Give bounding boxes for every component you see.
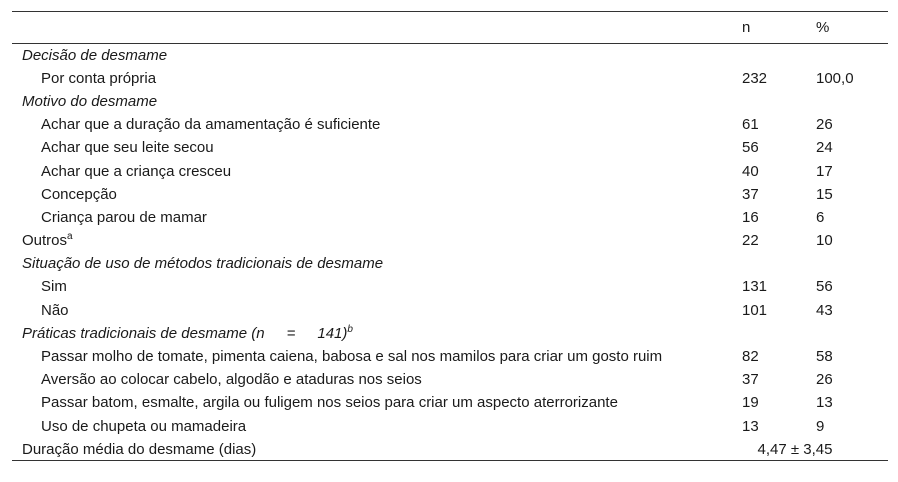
section-label-motivo: Motivo do desmame — [22, 92, 158, 110]
row-label-duracao: Duração média do desmame (dias) — [22, 440, 257, 458]
table-row — [12, 415, 888, 438]
row-label: Achar que a duração da amamentação é suficiente — [41, 116, 381, 134]
table-row — [12, 438, 888, 461]
row-n: 16 — [742, 208, 759, 226]
header-label-column — [12, 12, 742, 44]
table-row — [12, 67, 888, 90]
table-row — [12, 391, 888, 414]
table-row — [12, 345, 888, 368]
row-label: Por conta própria — [41, 69, 157, 87]
praticas-value: 141) — [317, 324, 348, 342]
row-n: 61 — [742, 116, 759, 134]
row-label: Achar que seu leite secou — [41, 139, 214, 157]
section-label-praticas — [12, 322, 742, 345]
footnote-marker-a: a — [67, 231, 73, 243]
table-row — [12, 183, 888, 206]
row-n: 19 — [742, 394, 759, 412]
header-row — [12, 12, 888, 44]
table-row — [12, 136, 888, 159]
row-label: Não — [41, 301, 69, 319]
header-percent: % — [816, 19, 830, 36]
row-n: 40 — [742, 162, 759, 180]
table-row — [12, 113, 888, 136]
row-label: Achar que a criança cresceu — [41, 162, 232, 180]
praticas-equals: = — [286, 324, 296, 342]
row-label: Criança parou de mamar — [41, 208, 207, 226]
table-header — [12, 12, 888, 44]
table-row — [12, 368, 888, 391]
praticas-label-start: Práticas tradicionais de desmame (n — [22, 324, 265, 342]
section-label-decisao: Decisão de desmame — [22, 46, 168, 64]
row-n: 131 — [742, 278, 768, 296]
section-row — [12, 90, 888, 113]
row-label: Passar molho de tomate, pimenta caiena, babosa e sal nos mamilos para criar um gosto ruim — [41, 348, 663, 366]
row-percent: 100,0 — [816, 69, 854, 87]
row-percent: 43 — [816, 301, 833, 319]
row-percent: 15 — [816, 185, 833, 203]
row-percent: 58 — [816, 348, 833, 366]
row-n: 56 — [742, 139, 759, 157]
table-row — [12, 229, 888, 252]
table-row — [12, 299, 888, 322]
outros-text: Outros — [22, 232, 68, 250]
row-percent: 10 — [816, 232, 833, 250]
row-n: 101 — [742, 301, 768, 319]
weaning-table-container — [12, 11, 888, 461]
row-label-outros — [12, 229, 742, 252]
table-body — [12, 44, 888, 461]
row-percent: 13 — [816, 394, 833, 412]
header-n: n — [742, 19, 751, 36]
row-label: Aversão ao colocar cabelo, algodão e ataduras nos seios — [41, 371, 422, 389]
row-percent: 24 — [816, 139, 833, 157]
table-row — [12, 159, 888, 182]
row-n: 37 — [742, 371, 759, 389]
row-percent: 56 — [816, 278, 833, 296]
section-row — [12, 252, 888, 275]
row-n: 22 — [742, 232, 759, 250]
row-label: Passar batom, esmalte, argila ou fuligem nos seios para criar um aspecto aterrorizante — [41, 394, 618, 412]
row-percent: 17 — [816, 162, 833, 180]
row-n: 232 — [742, 69, 768, 87]
row-percent: 26 — [816, 371, 833, 389]
row-label: Sim — [41, 278, 67, 296]
row-n: 13 — [742, 417, 759, 435]
row-percent: 6 — [816, 208, 825, 226]
row-label: Uso de chupeta ou mamadeira — [41, 417, 247, 435]
weaning-table — [12, 11, 888, 461]
row-percent: 26 — [816, 116, 833, 134]
section-row — [12, 322, 888, 345]
row-label: Concepção — [41, 185, 117, 203]
duracao-value: 4,47 ± 3,45 — [757, 440, 833, 458]
row-n: 37 — [742, 185, 759, 203]
row-percent: 9 — [816, 417, 825, 435]
row-n: 82 — [742, 348, 759, 366]
table-row — [12, 275, 888, 298]
table-row — [12, 206, 888, 229]
section-row — [12, 44, 888, 67]
footnote-marker-b: b — [347, 323, 353, 335]
section-label-situacao: Situação de uso de métodos tradicionais de desmame — [22, 255, 384, 273]
